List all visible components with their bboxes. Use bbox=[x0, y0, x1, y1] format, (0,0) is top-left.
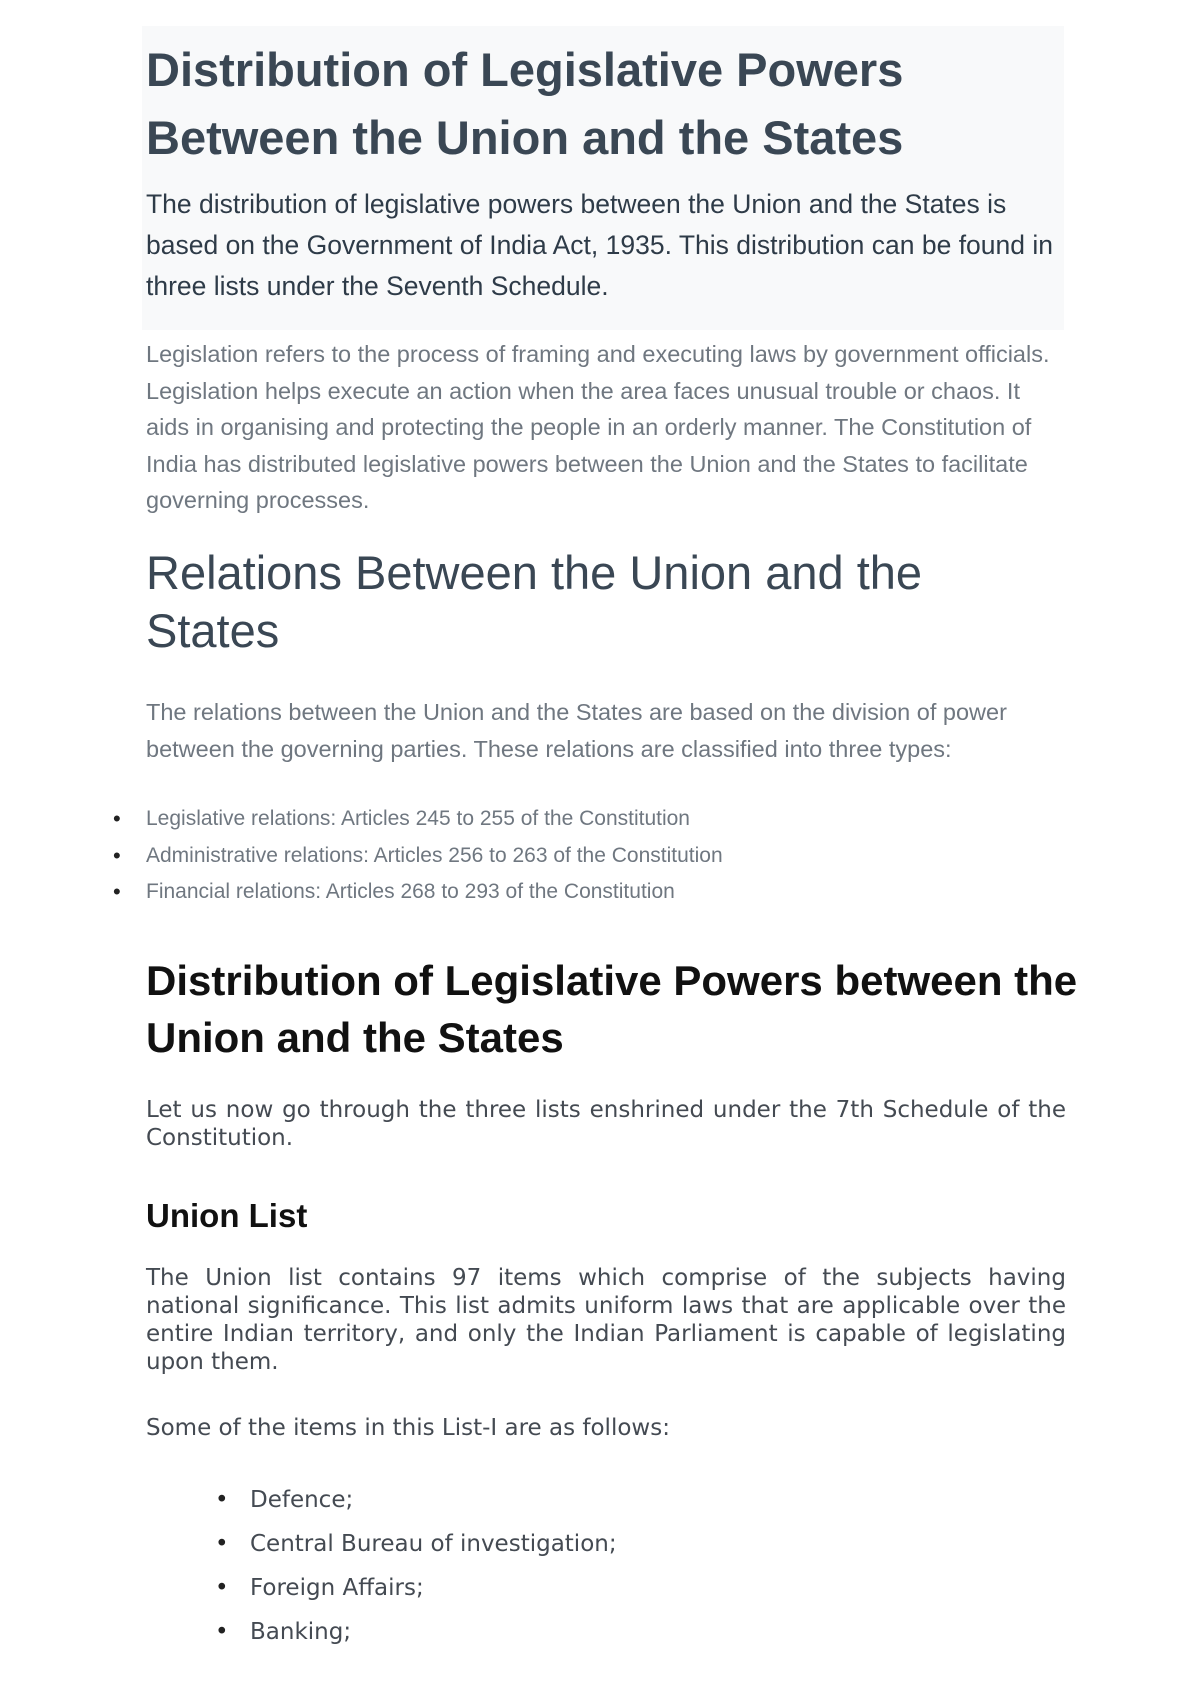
union-list-heading: Union List bbox=[146, 1197, 308, 1234]
list-item: • Central Bureau of investigation; bbox=[250, 1522, 950, 1566]
bullet-icon: • bbox=[113, 842, 121, 868]
union-list-paragraph: The Union list contains 97 items which comprise of the subjects having national significance. This list admits uniform laws that are applicable over the entire Indian territory, and only the Indian Parliament is capable of legislating upon them. bbox=[146, 1265, 1066, 1375]
union-list-items-intro: Some of the items in this List-I are as follows: bbox=[146, 1415, 670, 1441]
bullet-icon: • bbox=[215, 1531, 229, 1557]
list-item: • Financial relations: Articles 268 to 293 of the Constitution bbox=[146, 874, 1046, 911]
intro-paragraph: Legislation refers to the process of framing and executing laws by government officials. Legislation helps execute an action when the area faces unusual trouble or chaos. It aids in organising and protecting the people in an orderly manner. The Constitution of India has distributed legislative powers between the Union and the States to facilitate governing processes. bbox=[146, 341, 1050, 513]
distribution-heading: Distribution of Legislative Powers between the Union and the States bbox=[146, 957, 1078, 1061]
bullet-icon: • bbox=[215, 1575, 229, 1601]
relations-list bbox=[113, 801, 1046, 911]
relations-heading: Relations Between the Union and the States bbox=[146, 546, 923, 657]
lead-paragraph: The distribution of legislative powers between the Union and the States is based on the Government of India Act, 1935. This distribution can be found in three lists under the Seventh Schedule. bbox=[146, 189, 1053, 301]
list-item: • Legislative relations: Articles 245 to 255 of the Constitution bbox=[146, 801, 1046, 838]
bullet-icon: • bbox=[215, 1487, 229, 1513]
relations-paragraph: The relations between the Union and the States are based on the division of power between the governing parties. These relations are classified into three types: bbox=[146, 699, 1007, 762]
list-item: • Banking; bbox=[250, 1610, 950, 1654]
list-item: • Administrative relations: Articles 256 to 263 of the Constitution bbox=[146, 838, 1046, 875]
bullet-icon: • bbox=[113, 806, 121, 831]
list-item: • Foreign Affairs; bbox=[250, 1566, 950, 1610]
bullet-icon: • bbox=[215, 1619, 229, 1645]
distribution-paragraph: Let us now go through the three lists enshrined under the 7th Schedule of the Constitution. bbox=[146, 1097, 1066, 1151]
list-item: • Defence; bbox=[250, 1478, 950, 1522]
page-title: Distribution of Legislative Powers Between the Union and the States bbox=[146, 43, 904, 164]
bullet-icon: • bbox=[113, 879, 121, 904]
union-list-items bbox=[215, 1478, 950, 1654]
